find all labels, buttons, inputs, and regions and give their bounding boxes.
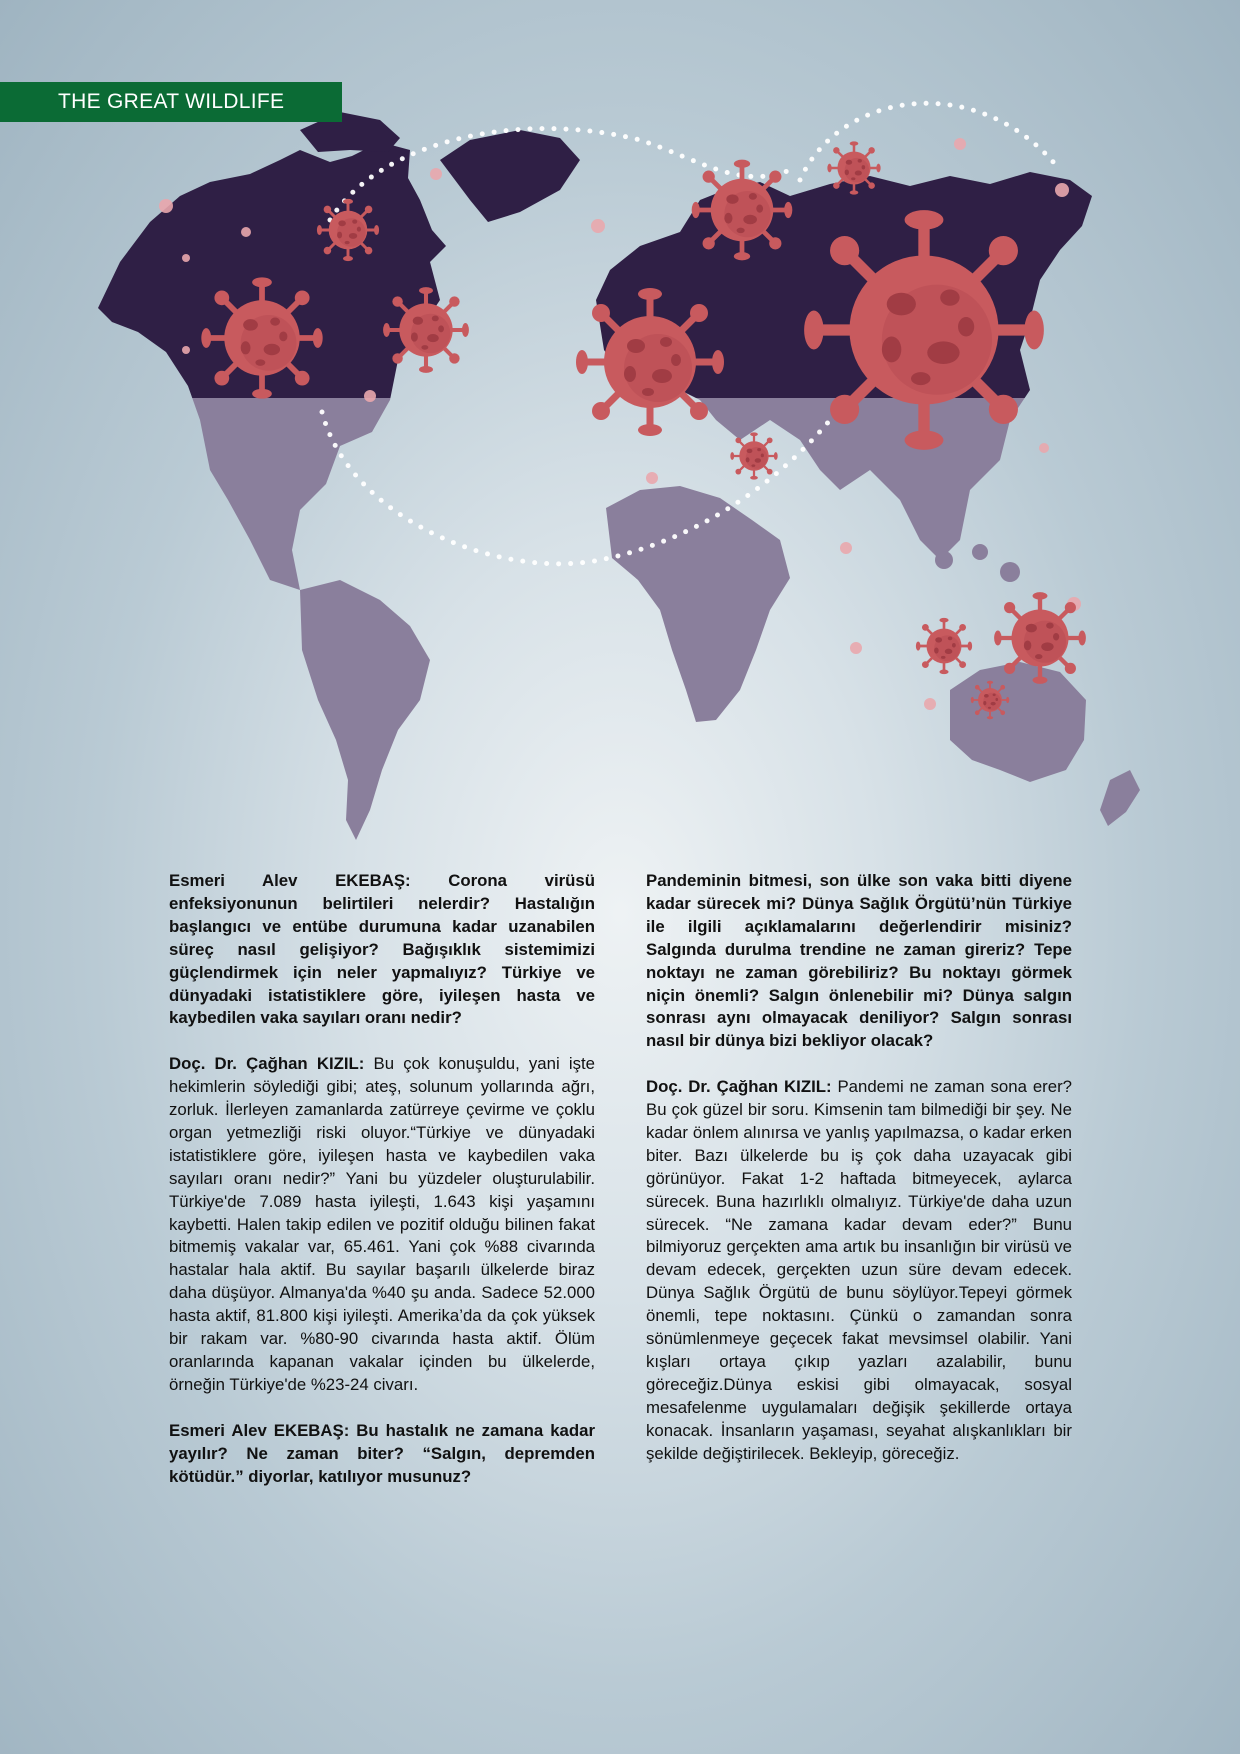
answer-text: Bu çok konuşuldu, yani işte hekimlerin söylediği gibi; ateş, solunum yollarında ağrı, zorluk. İlerleyen zamanlarda zatürreye çevirme ve çoklu organ yetmezliği riski oluyor.“Türkiye ve dünyadaki istatistiklere göre, iyileşen hasta ve kaybedilen vaka sayıları oranı nedir?” Yani bu yüzdeler oluşturulabilir. Türkiye'de 7.089 hasta iyileşti, 1.643 kişi yaşamını kaybetti. Halen takip edilen ve pozitif olduğu bilinen fakat bitmemiş vakalar var, 65.461. Yani çok %88 civarında hastalar hala aktif. Bu sayılar başarılı ülkelerde biraz daha düşüyor. Almanya'da %40 şu anda. Sadece 52.000 hasta aktif, 81.800 kişi iyileşti. Amerika’da da çok yüksek bir rakam var. %80-90 civarında hasta aktif. Ölüm oranlarında kapanan vakalar içinden bu ülkelerde, örneğin Türkiye'de %23-24 civarı.: [169, 1054, 595, 1394]
interview-answer-2: [646, 1076, 1072, 1465]
interview-question-2: Esmeri Alev EKEBAŞ: Bu hastalık ne zamana kadar yayılır? Ne zaman biter? “Salgın, depremden kötüdür.” diyorlar, katılıyor musunuz?: [169, 1420, 595, 1486]
article-column-right: [646, 870, 1072, 1488]
interview-answer-1: [169, 1053, 595, 1397]
section-header-band: [0, 82, 342, 122]
interview-question-1: Esmeri Alev EKEBAŞ: Corona virüsü enfeksiyonunun belirtileri nelerdir? Hastalığın başlangıcı ve entübe durumuna kadar uzanabilen süreç nasıl gelişiyor? Bağışıklık sistemimizi güçlendirmek için neler yapmalıyız? Türkiye ve dünyadaki istatistiklere göre, iyileşen hasta ve kaybedilen vaka sayıları oranı nedir?: [169, 871, 595, 1028]
answer-speaker: Doç. Dr. Çağhan KIZIL:: [169, 1054, 365, 1074]
section-header-label: THE GREAT WILDLIFE: [58, 90, 285, 113]
answer-text: Pandemi ne zaman sona erer? Bu çok güzel bir soru. Kimsenin tam bilmediği bir şey. Ne kadar önlem alınırsa ve yanlış yapılmazsa, o kadar erken biter. Bazı ülkelerde bu iş çok daha uzayacak gibi görünüyor. Fakat 1-2 haftada bitmeyecek, aylarca sürecek. Buna hazırlıklı olmalıyız. Türkiye'de daha uzun sürecek. “Ne zamana kadar devam eder?” Bunu bilmiyoruz gerçekten ama artık bu insanlığın bir virüsü ve devam edecek, gerçekten uzun süre devam edecek. Dünya Sağlık Örgütü de bunu söylüyor.Tepeyi görmek önemli, tepe noktasını. Çünkü o zamandan sonra sönümlenmeye geçecek fakat mevsimsel olabilir. Yani kışları ortaya çıkıp yazları azalabilir, bunu göreceğiz.Dünya eskisi gibi olmayacak, sosyal mesafelenme uygulamaları değişik şekillerde ortaya konacak. İnsanların yaşaması, seyahat alışkanlıkları bir şekilde değiştirilecek. Bekleyip, göreceğiz.: [646, 1077, 1072, 1463]
world-map-illustration: [0, 0, 1240, 860]
article-column-left: [169, 870, 595, 1511]
answer-speaker: Doç. Dr. Çağhan KIZIL:: [646, 1077, 832, 1097]
interview-question-3: Pandeminin bitmesi, son ülke son vaka bitti diyene kadar sürecek mi? Dünya Sağlık Örgütü’nün Türkiye ile ilgili açıklamalarını değerlendirir misiniz? Salgında durulma trendine ne zaman gireriz? Tepe noktayı ne zaman görebiliriz? Bu noktayı görmek niçin önemli? Salgın önlenebilir mi? Dünya salgın sonrası aynı olmayacak deniliyor? Salgın sonrası nasıl bir dünya bizi bekliyor olacak?: [646, 871, 1072, 1051]
